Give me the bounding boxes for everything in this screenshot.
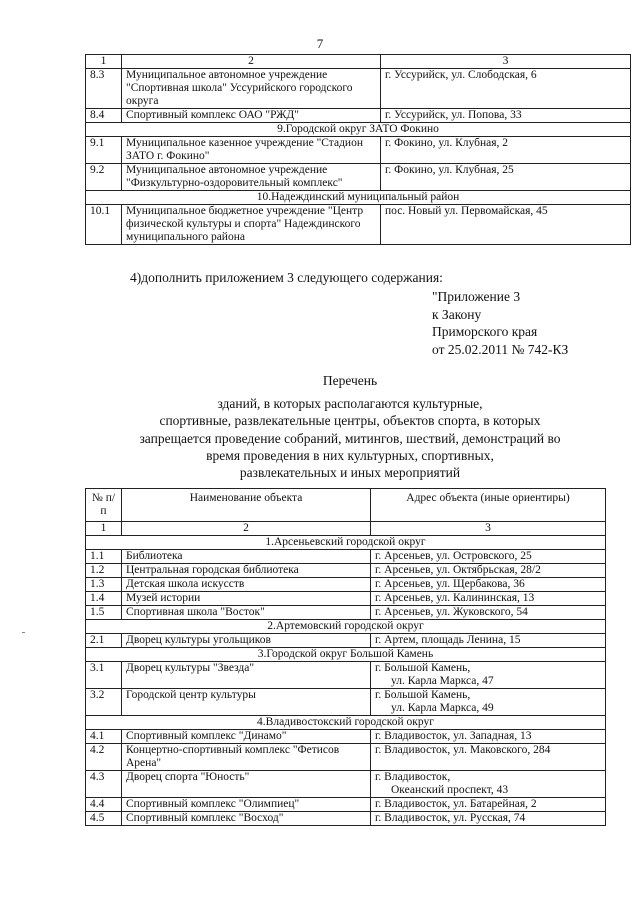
address-line: г. Владивосток, ул. Маковского, 284 bbox=[375, 744, 551, 756]
object-address bbox=[371, 744, 606, 771]
object-name: Спортивный комплекс "Динамо" bbox=[122, 730, 371, 744]
object-name: Городской центр культуры bbox=[122, 689, 371, 716]
buildings-list-table bbox=[85, 488, 606, 826]
object-address bbox=[381, 69, 631, 109]
object-address bbox=[371, 812, 606, 826]
object-name: Спортивный комплекс ОАО "РЖД" bbox=[122, 109, 381, 123]
appendix-reference bbox=[432, 288, 568, 358]
row-number: 1.4 bbox=[86, 592, 122, 606]
list-title-line: зданий, в которых располагаются культурные, bbox=[217, 396, 483, 412]
section-row bbox=[86, 620, 606, 634]
table-row bbox=[86, 550, 606, 564]
table-row bbox=[86, 164, 631, 191]
address-line: г. Владивосток, bbox=[375, 771, 451, 783]
object-address bbox=[381, 137, 631, 164]
row-number: 4.1 bbox=[86, 730, 122, 744]
row-number: 2.1 bbox=[86, 634, 122, 648]
numbering-cell: 1 bbox=[86, 522, 122, 536]
address-line: г. Владивосток, ул. Западная, 13 bbox=[375, 730, 532, 742]
header-address-cell: Адрес объекта (иные ориентиры) bbox=[371, 489, 606, 522]
header-name-cell: Наименование объекта bbox=[122, 489, 371, 522]
object-address bbox=[371, 592, 606, 606]
section-row bbox=[86, 123, 631, 137]
object-address bbox=[381, 109, 631, 123]
numbering-cell: 1 bbox=[86, 55, 122, 69]
row-number: 4.5 bbox=[86, 812, 122, 826]
table-row bbox=[86, 137, 631, 164]
table-row bbox=[86, 205, 631, 245]
section-title: 4.Владивостокский городской округ bbox=[86, 716, 606, 730]
row-number: 4.4 bbox=[86, 798, 122, 812]
list-title bbox=[80, 372, 620, 481]
table-row bbox=[86, 592, 606, 606]
object-address bbox=[371, 798, 606, 812]
address-line: г. Арсеньев, ул. Калининская, 13 bbox=[375, 592, 535, 604]
object-address bbox=[371, 662, 606, 689]
list-title-heading: Перечень bbox=[322, 373, 378, 388]
section-title: 10.Надеждинский муниципальный район bbox=[86, 191, 631, 205]
address-line: г. Арсеньев, ул. Жуковского, 54 bbox=[375, 606, 528, 618]
table-header-row bbox=[86, 489, 606, 522]
object-address bbox=[381, 164, 631, 191]
table-row bbox=[86, 689, 606, 716]
address-line: г. Владивосток, ул. Батарейная, 2 bbox=[375, 798, 537, 810]
table-row bbox=[86, 812, 606, 826]
address-line: г. Большой Камень, bbox=[375, 662, 471, 674]
object-address bbox=[371, 689, 606, 716]
table-numbering-row bbox=[86, 55, 631, 69]
table-row bbox=[86, 730, 606, 744]
address-line: г. Уссурийск, ул. Слободская, 6 bbox=[385, 69, 537, 81]
object-name: Детская школа искусств bbox=[122, 578, 371, 592]
list-title-line: развлекательных и иных мероприятий bbox=[239, 465, 461, 481]
list-title-line: спортивные, развлекательные центры, объектов спорта, в которых bbox=[159, 413, 541, 429]
page-number: 7 bbox=[316, 36, 324, 51]
address-line: г. Уссурийск, ул. Попова, 33 bbox=[385, 109, 522, 121]
section-title: 3.Городской округ Большой Камень bbox=[86, 648, 606, 662]
address-line: г. Арсеньев, ул. Островского, 25 bbox=[375, 550, 532, 562]
table-row bbox=[86, 798, 606, 812]
row-number: 1.1 bbox=[86, 550, 122, 564]
amendment-instruction: 4)дополнить приложением 3 следующего содержания: bbox=[130, 270, 443, 285]
object-name: Спортивная школа "Восток" bbox=[122, 606, 371, 620]
list-title-line: запрещается проведение собраний, митингов, шествий, демонстраций во bbox=[139, 430, 561, 446]
object-name: Муниципальное автономное учреждение "Спортивная школа" Уссурийского городского округа bbox=[122, 69, 381, 109]
table-row bbox=[86, 109, 631, 123]
table-row bbox=[86, 771, 606, 798]
numbering-cell: 2 bbox=[122, 522, 371, 536]
object-name: Центральная городская библиотека bbox=[122, 564, 371, 578]
object-address bbox=[371, 771, 606, 798]
section-title: 1.Арсеньевский городской округ bbox=[86, 536, 606, 550]
appendix-line: "Приложение 3 bbox=[432, 289, 521, 304]
object-name: Дворец спорта "Юность" bbox=[122, 771, 371, 798]
table-row bbox=[86, 69, 631, 109]
row-number: 8.3 bbox=[86, 69, 122, 109]
scan-mark bbox=[22, 632, 25, 633]
object-address bbox=[371, 730, 606, 744]
table-row bbox=[86, 662, 606, 689]
section-title: 9.Городской округ ЗАТО Фокино bbox=[86, 123, 631, 137]
numbering-cell: 2 bbox=[122, 55, 381, 69]
address-line: ул. Карла Маркса, 47 bbox=[391, 675, 494, 687]
object-address bbox=[371, 606, 606, 620]
table-row bbox=[86, 564, 606, 578]
address-line: г. Артем, площадь Ленина, 15 bbox=[375, 634, 521, 646]
header-number-cell: № п/п bbox=[86, 489, 122, 522]
section-title: 2.Артемовский городской округ bbox=[86, 620, 606, 634]
object-name: Дворец культуры угольщиков bbox=[122, 634, 371, 648]
object-address bbox=[371, 634, 606, 648]
row-number: 3.1 bbox=[86, 662, 122, 689]
section-row bbox=[86, 191, 631, 205]
object-address bbox=[371, 578, 606, 592]
list-title-line: время проведения в них культурных, спортивных, bbox=[206, 447, 494, 463]
appendix-line: от 25.02.2011 № 742-КЗ bbox=[432, 341, 569, 357]
address-line: г. Большой Камень, bbox=[375, 689, 471, 701]
numbering-cell: 3 bbox=[381, 55, 631, 69]
address-line: ул. Карла Маркса, 49 bbox=[391, 702, 494, 714]
appendix-line: Приморского края bbox=[432, 324, 538, 339]
object-name: Муниципальное казенное учреждение "Стадион ЗАТО г. Фокино" bbox=[122, 137, 381, 164]
object-name: Концертно-спортивный комплекс "Фетисов Арена" bbox=[122, 744, 371, 771]
address-line: г. Арсеньев, ул. Октябрьская, 28/2 bbox=[375, 564, 541, 576]
address-line: Океанский проспект, 43 bbox=[391, 784, 509, 796]
continued-objects-table-body bbox=[86, 55, 631, 245]
object-name: Музей истории bbox=[122, 592, 371, 606]
object-address bbox=[371, 550, 606, 564]
row-number: 4.2 bbox=[86, 744, 122, 771]
row-number: 1.2 bbox=[86, 564, 122, 578]
table-row bbox=[86, 606, 606, 620]
object-name: Муниципальное бюджетное учреждение "Центр физической культуры и спорта" Надеждинского муниципального района bbox=[122, 205, 381, 245]
numbering-cell: 3 bbox=[371, 522, 606, 536]
address-line: г. Владивосток, ул. Русская, 74 bbox=[375, 812, 526, 824]
appendix-line: к Закону bbox=[432, 306, 482, 322]
object-name: Дворец культуры "Звезда" bbox=[122, 662, 371, 689]
buildings-list-table-body bbox=[86, 489, 606, 826]
table-row bbox=[86, 578, 606, 592]
object-name: Библиотека bbox=[122, 550, 371, 564]
row-number: 10.1 bbox=[86, 205, 122, 245]
table-numbering-row bbox=[86, 522, 606, 536]
section-row bbox=[86, 716, 606, 730]
address-line: г. Арсеньев, ул. Щербакова, 36 bbox=[375, 578, 525, 590]
continued-objects-table bbox=[85, 54, 631, 245]
object-address bbox=[371, 564, 606, 578]
table-row bbox=[86, 634, 606, 648]
row-number: 9.1 bbox=[86, 137, 122, 164]
section-row bbox=[86, 536, 606, 550]
address-line: г. Фокино, ул. Клубная, 2 bbox=[385, 137, 509, 149]
address-line: г. Фокино, ул. Клубная, 25 bbox=[385, 164, 514, 176]
object-address bbox=[381, 205, 631, 245]
row-number: 4.3 bbox=[86, 771, 122, 798]
object-name: Спортивный комплекс "Восход" bbox=[122, 812, 371, 826]
row-number: 8.4 bbox=[86, 109, 122, 123]
row-number: 1.3 bbox=[86, 578, 122, 592]
object-name: Муниципальное автономное учреждение "Физкультурно-оздоровительный комплекс" bbox=[122, 164, 381, 191]
row-number: 1.5 bbox=[86, 606, 122, 620]
row-number: 9.2 bbox=[86, 164, 122, 191]
section-row bbox=[86, 648, 606, 662]
address-line: пос. Новый ул. Первомайская, 45 bbox=[385, 205, 548, 217]
table-row bbox=[86, 744, 606, 771]
row-number: 3.2 bbox=[86, 689, 122, 716]
object-name: Спортивный комплекс "Олимпиец" bbox=[122, 798, 371, 812]
